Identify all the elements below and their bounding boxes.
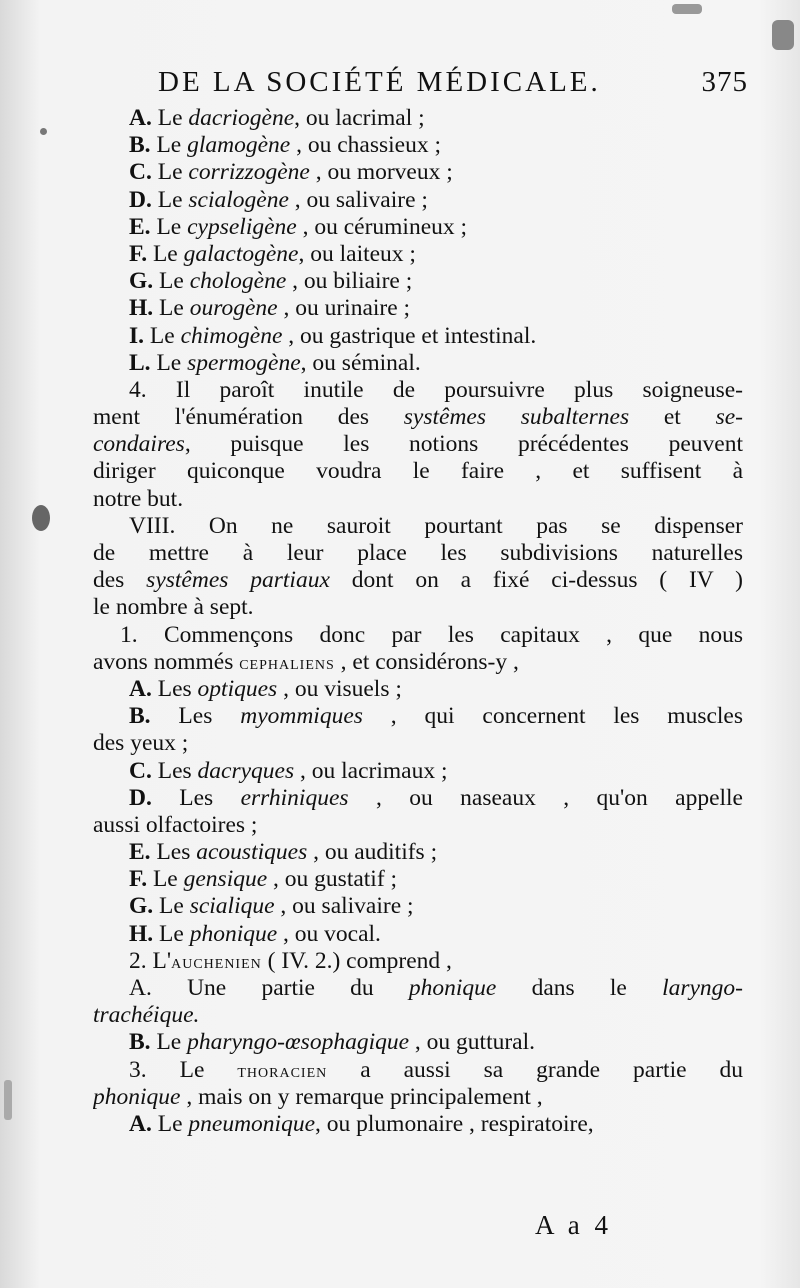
signature-mark: A a 4 <box>535 1210 612 1240</box>
text-line: E. Le cypseligène , ou cérumineux ; <box>129 213 468 240</box>
ink-speck <box>32 505 50 531</box>
text-line: aussi olfactoires ; <box>93 811 258 838</box>
text-line: ment l'énumération des systêmes subalternes et se- <box>93 404 743 431</box>
text-line: condaires, puisque les notions précédentes peuvent <box>93 431 743 458</box>
text-line: trachéique. <box>93 1002 200 1029</box>
text-line: E. Les acoustiques , ou auditifs ; <box>129 839 438 866</box>
running-title: DE LA SOCIÉTÉ MÉDICALE. <box>158 66 601 98</box>
text-line: F. Le galactogène, ou laiteux ; <box>129 240 416 267</box>
text-line: notre but. <box>93 485 184 512</box>
text-line: C. Les dacryques , ou lacrimaux ; <box>129 757 448 784</box>
body-text <box>93 105 743 1138</box>
text-line: L. Le spermogène, ou séminal. <box>129 349 421 376</box>
text-line: 1. Commençons donc par les capitaux , que nous <box>120 621 743 648</box>
text-line: H. Le phonique , ou vocal. <box>129 920 381 947</box>
running-header <box>158 66 748 106</box>
text-line: 2. L'auchenien ( IV. 2.) comprend , <box>129 947 452 974</box>
text-line: VIII. On ne sauroit pourtant pas se dispenser <box>129 512 743 539</box>
text-line: H. Le ourogène , ou urinaire ; <box>129 295 411 322</box>
text-line: 4. Il paroît inutile de poursuivre plus soigneuse- <box>129 376 743 403</box>
ink-speck <box>672 4 702 14</box>
text-line: G. Le scialique , ou salivaire ; <box>129 893 414 920</box>
text-line: A. Les optiques , ou visuels ; <box>129 675 402 702</box>
text-line: diriger quiconque voudra le faire , et suffisent à <box>93 458 743 485</box>
text-line: 3. Le thoracien a aussi sa grande partie du <box>129 1056 743 1083</box>
text-line: D. Le scialogène , ou salivaire ; <box>129 186 428 213</box>
page-number: 375 <box>701 66 748 98</box>
text-line: des systêmes partiaux dont on a fixé ci-dessus ( IV ) <box>93 567 743 594</box>
text-line: C. Le corrizzogène , ou morveux ; <box>129 159 453 186</box>
text-line: A. Le dacriogène, ou lacrimal ; <box>129 105 425 131</box>
text-line: B. Le glamogène , ou chassieux ; <box>129 132 441 159</box>
text-line: phonique , mais on y remarque principalement , <box>93 1083 543 1110</box>
text-line: le nombre à sept. <box>93 594 254 621</box>
text-line: A. Une partie du phonique dans le laryngo- <box>129 975 743 1001</box>
text-line: B. Le pharyngo-œsophagique , ou guttural. <box>129 1029 536 1056</box>
ink-speck <box>40 128 47 135</box>
text-line: G. Le chologène , ou biliaire ; <box>129 268 413 295</box>
text-line: de mettre à leur place les subdivisions naturelles <box>93 540 743 566</box>
text-line: A. Le pneumonique, ou plumonaire , respiratoire, <box>129 1110 594 1137</box>
text-line: D. Les errhiniques , ou naseaux , qu'on appelle <box>129 784 743 811</box>
text-line: des yeux ; <box>93 730 189 757</box>
text-line: avons nommés cephaliens , et considérons-y , <box>93 648 519 675</box>
text-line: I. Le chimogène , ou gastrique et intestinal. <box>129 322 537 349</box>
ink-speck <box>772 20 794 50</box>
text-line: F. Le gensique , ou gustatif ; <box>129 866 398 893</box>
ink-speck <box>4 1080 12 1120</box>
text-line: B. Les myommiques , qui concernent les muscles <box>129 703 743 730</box>
